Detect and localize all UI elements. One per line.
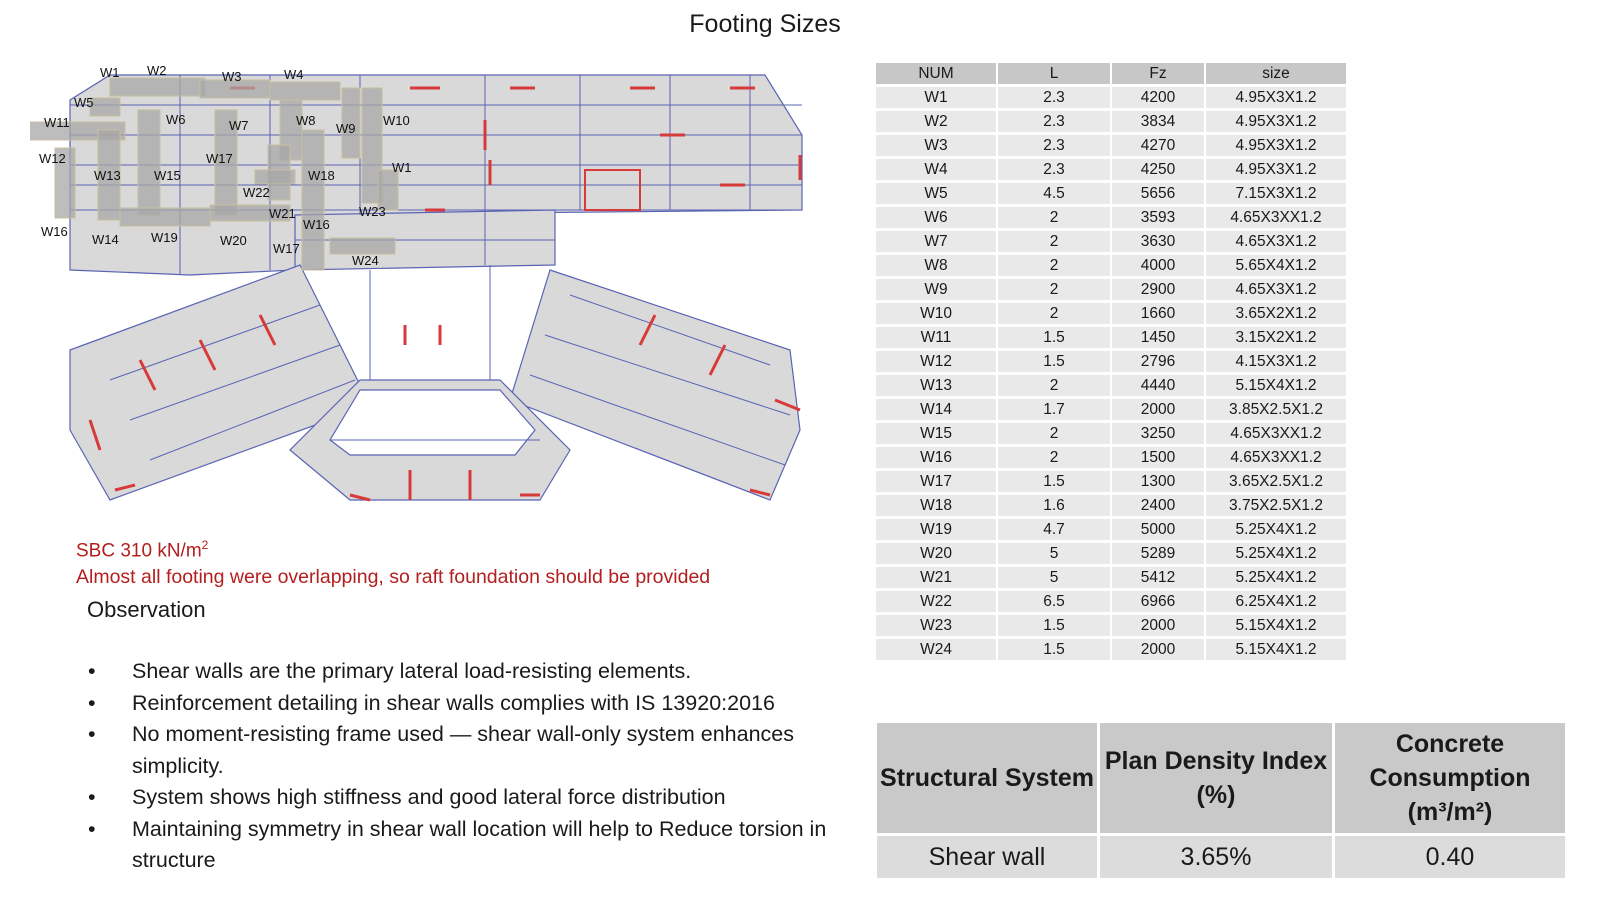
cell-num: W9 — [876, 279, 996, 300]
cell-num: W11 — [876, 327, 996, 348]
table-row — [877, 836, 1565, 878]
table-header-row — [876, 63, 1346, 84]
cell-num: W13 — [876, 375, 996, 396]
cell-fz: 6966 — [1112, 591, 1204, 612]
sbc-text: SBC 310 kN/m — [76, 540, 202, 562]
page-title: Footing Sizes — [689, 10, 841, 38]
table-row — [876, 447, 1346, 468]
plan-label: W12 — [39, 151, 66, 166]
cell-l: 2 — [998, 303, 1110, 324]
cell-l: 2 — [998, 279, 1110, 300]
cell-l: 5 — [998, 567, 1110, 588]
plan-label: W16 — [303, 217, 330, 232]
sbc-note — [76, 538, 208, 562]
cell-num: W2 — [876, 111, 996, 132]
header-size: size — [1206, 63, 1346, 84]
table-row — [876, 543, 1346, 564]
plan-label: W6 — [166, 112, 186, 127]
cell-num: W4 — [876, 159, 996, 180]
plan-label: W3 — [222, 69, 242, 84]
table-row — [876, 303, 1346, 324]
table-row — [876, 591, 1346, 612]
cell-fz: 1300 — [1112, 471, 1204, 492]
cell-fz: 1450 — [1112, 327, 1204, 348]
cell-size: 5.25X4X1.2 — [1206, 543, 1346, 564]
cell-fz: 1500 — [1112, 447, 1204, 468]
cell-size: 4.15X3X1.2 — [1206, 351, 1346, 372]
cell-size: 4.95X3X1.2 — [1206, 87, 1346, 108]
plan-label: W19 — [151, 230, 178, 245]
cell-l: 6.5 — [998, 591, 1110, 612]
cell-size: 4.95X3X1.2 — [1206, 111, 1346, 132]
table-row — [876, 471, 1346, 492]
plan-label: W24 — [352, 253, 379, 268]
consumption-value: 0.40 — [1335, 836, 1565, 878]
plan-label: W2 — [147, 63, 167, 78]
cell-size: 4.65X3XX1.2 — [1206, 423, 1346, 444]
table-row — [876, 399, 1346, 420]
cell-fz: 5000 — [1112, 519, 1204, 540]
table-row — [876, 279, 1346, 300]
cell-size: 4.65X3X1.2 — [1206, 231, 1346, 252]
plan-label: W16 — [41, 224, 68, 239]
cell-size: 5.15X4X1.2 — [1206, 615, 1346, 636]
density-value: 3.65% — [1100, 836, 1332, 878]
cell-num: W3 — [876, 135, 996, 156]
cell-size: 4.95X3X1.2 — [1206, 159, 1346, 180]
table-row — [876, 639, 1346, 660]
table-row — [876, 207, 1346, 228]
table-row — [876, 135, 1346, 156]
plan-label: W1 — [100, 65, 120, 80]
footing-table — [874, 60, 1348, 663]
cell-fz: 3630 — [1112, 231, 1204, 252]
cell-l: 2.3 — [998, 135, 1110, 156]
plan-label: W5 — [74, 95, 94, 110]
cell-num: W6 — [876, 207, 996, 228]
cell-l: 2.3 — [998, 87, 1110, 108]
cell-l: 2 — [998, 231, 1110, 252]
header-num: NUM — [876, 63, 996, 84]
structural-system-table — [874, 720, 1568, 881]
observation-item: • Reinforcement detailing in shear walls complies with IS 13920:2016 — [88, 688, 878, 720]
plan-label: W21 — [269, 206, 296, 221]
footing-table-body — [876, 87, 1346, 660]
observation-title: Observation — [87, 597, 206, 622]
cell-num: W8 — [876, 255, 996, 276]
table-row — [876, 495, 1346, 516]
cell-fz: 2000 — [1112, 399, 1204, 420]
cell-size: 6.25X4X1.2 — [1206, 591, 1346, 612]
cell-num: W14 — [876, 399, 996, 420]
cell-fz: 2796 — [1112, 351, 1204, 372]
plan-label: W15 — [154, 168, 181, 183]
observation-item: • No moment-resisting frame used — shear wall-only system enhances simplicity. — [88, 719, 878, 782]
cell-size: 3.15X2X1.2 — [1206, 327, 1346, 348]
cell-size: 3.65X2.5X1.2 — [1206, 471, 1346, 492]
header-fz: Fz — [1112, 63, 1204, 84]
cell-l: 2 — [998, 447, 1110, 468]
plan-label: W9 — [336, 121, 356, 136]
cell-num: W20 — [876, 543, 996, 564]
cell-size: 5.15X4X1.2 — [1206, 375, 1346, 396]
cell-fz: 5412 — [1112, 567, 1204, 588]
cell-num: W12 — [876, 351, 996, 372]
system-value: Shear wall — [877, 836, 1097, 878]
plan-label: W7 — [229, 118, 249, 133]
cell-size: 7.15X3X1.2 — [1206, 183, 1346, 204]
cell-fz: 2900 — [1112, 279, 1204, 300]
cell-size: 4.65X3X1.2 — [1206, 279, 1346, 300]
cell-fz: 4200 — [1112, 87, 1204, 108]
cell-size: 5.25X4X1.2 — [1206, 519, 1346, 540]
cell-num: W22 — [876, 591, 996, 612]
cell-size: 4.65X3XX1.2 — [1206, 447, 1346, 468]
cell-l: 2 — [998, 423, 1110, 444]
cell-l: 1.5 — [998, 351, 1110, 372]
observation-item: • System shows high stiffness and good lateral force distribution — [88, 782, 878, 814]
cell-fz: 4440 — [1112, 375, 1204, 396]
cell-num: W7 — [876, 231, 996, 252]
center-court — [330, 390, 535, 455]
cell-fz: 2000 — [1112, 639, 1204, 660]
overlap-note: Almost all footing were overlapping, so raft foundation should be provided — [76, 566, 711, 588]
cell-l: 1.5 — [998, 615, 1110, 636]
header-concrete-consumption: Concrete Consumption (m³/m²) — [1335, 723, 1565, 833]
cell-fz: 1660 — [1112, 303, 1204, 324]
cell-fz: 5289 — [1112, 543, 1204, 564]
table-row — [876, 87, 1346, 108]
header-l: L — [998, 63, 1110, 84]
plan-label: W23 — [359, 204, 386, 219]
sbc-superscript: 2 — [201, 538, 209, 552]
cell-l: 2 — [998, 375, 1110, 396]
cell-l: 1.5 — [998, 327, 1110, 348]
header-plan-density: Plan Density Index (%) — [1100, 723, 1332, 833]
plan-label: W10 — [383, 113, 410, 128]
cell-size: 3.85X2.5X1.2 — [1206, 399, 1346, 420]
table-row — [876, 615, 1346, 636]
header-structural-system: Structural System — [877, 723, 1097, 833]
cell-size: 5.15X4X1.2 — [1206, 639, 1346, 660]
cell-l: 2 — [998, 255, 1110, 276]
cell-num: W17 — [876, 471, 996, 492]
cell-l: 5 — [998, 543, 1110, 564]
cell-size: 5.25X4X1.2 — [1206, 567, 1346, 588]
table-row — [876, 231, 1346, 252]
plan-label: W8 — [296, 113, 316, 128]
cell-fz: 4000 — [1112, 255, 1204, 276]
cell-fz: 3593 — [1112, 207, 1204, 228]
cell-num: W10 — [876, 303, 996, 324]
cell-fz: 2400 — [1112, 495, 1204, 516]
floor-plan — [30, 60, 820, 530]
cell-num: W21 — [876, 567, 996, 588]
cell-l: 1.5 — [998, 471, 1110, 492]
table-row — [876, 159, 1346, 180]
cell-l: 2 — [998, 207, 1110, 228]
cell-size: 3.65X2X1.2 — [1206, 303, 1346, 324]
cell-num: W1 — [876, 87, 996, 108]
cell-size: 4.65X3XX1.2 — [1206, 207, 1346, 228]
observation-list — [88, 656, 878, 877]
cell-num: W18 — [876, 495, 996, 516]
cell-num: W23 — [876, 615, 996, 636]
table-row — [876, 183, 1346, 204]
cell-size: 5.65X4X1.2 — [1206, 255, 1346, 276]
plan-label: W14 — [92, 232, 119, 247]
table-row — [876, 375, 1346, 396]
plan-label: W18 — [308, 168, 335, 183]
cell-fz: 2000 — [1112, 615, 1204, 636]
plan-label: W4 — [284, 67, 304, 82]
cell-size: 4.95X3X1.2 — [1206, 135, 1346, 156]
table-row — [876, 327, 1346, 348]
plan-label: W1 — [392, 160, 412, 175]
cell-fz: 3250 — [1112, 423, 1204, 444]
observation-item: • Shear walls are the primary lateral load-resisting elements. — [88, 656, 878, 688]
plan-label: W11 — [44, 115, 70, 130]
table-row — [876, 255, 1346, 276]
table-row — [876, 351, 1346, 372]
cell-l: 1.5 — [998, 639, 1110, 660]
table-row — [876, 423, 1346, 444]
cell-fz: 4270 — [1112, 135, 1204, 156]
cell-l: 4.5 — [998, 183, 1110, 204]
table-row — [876, 519, 1346, 540]
plan-label: W17 — [273, 241, 300, 256]
observation-item: • Maintaining symmetry in shear wall location will help to Reduce torsion in structure — [88, 814, 878, 877]
plan-label: W13 — [94, 168, 121, 183]
table-header-row — [877, 723, 1565, 833]
cell-num: W16 — [876, 447, 996, 468]
plan-label: W17 — [206, 151, 233, 166]
cell-l: 1.7 — [998, 399, 1110, 420]
cell-l: 1.6 — [998, 495, 1110, 516]
cell-l: 2.3 — [998, 159, 1110, 180]
cell-fz: 3834 — [1112, 111, 1204, 132]
table-row — [876, 111, 1346, 132]
plan-label: W22 — [243, 185, 270, 200]
table-row — [876, 567, 1346, 588]
cell-num: W24 — [876, 639, 996, 660]
cell-l: 2.3 — [998, 111, 1110, 132]
cell-num: W5 — [876, 183, 996, 204]
cell-fz: 5656 — [1112, 183, 1204, 204]
plan-label: W20 — [220, 233, 247, 248]
cell-l: 4.7 — [998, 519, 1110, 540]
cell-fz: 4250 — [1112, 159, 1204, 180]
cell-num: W15 — [876, 423, 996, 444]
cell-size: 3.75X2.5X1.2 — [1206, 495, 1346, 516]
cell-num: W19 — [876, 519, 996, 540]
